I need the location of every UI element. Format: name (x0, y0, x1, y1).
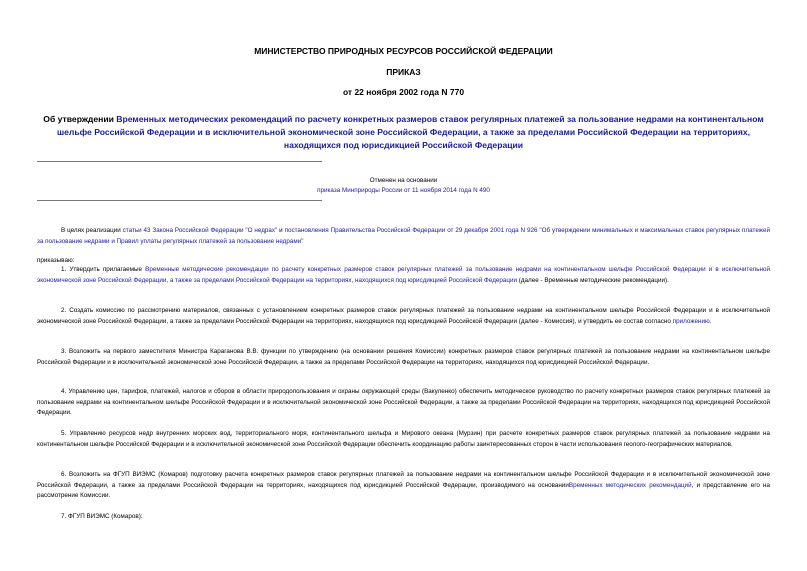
item-2-tail: . (709, 317, 712, 325)
item-6-text: 6. Возложить на ФГУП ВИЭМС (Комаров) подготовку расчета конкретных размеров ставок регулярных платежей за пользование недрами на континентальном шельфе Российской Федерации и в исключительной экономической зоне Российской Федерации, а также за пределами Российской Федерации на территориях, находящихся под юрисдикцией Российской Федерации, производимого на основании (37, 471, 770, 489)
repeal-order-link[interactable]: приказа Минприроды России от 11 ноября 2014 года N 490 (317, 187, 490, 194)
ministry-heading: МИНИСТЕРСТВО ПРИРОДНЫХ РЕСУРСОВ РОССИЙСКОЙ ФЕДЕРАЦИИ (254, 46, 553, 56)
item-5: 5. Управлению ресурсов недр внутренних морских вод, территориального моря, континентального шельфа и Мирового океана (Мурзин) при расчете конкретных размеров ставок регулярных платежей за пользование недрами на континентальном шельфе Российской Федерации и в исключительной экономической зоне Российской Федерации обеспечить координацию работы заинтересованных сторон в части использования геолого-географических материалов. (37, 430, 770, 448)
top-divider (37, 161, 322, 162)
title-link[interactable]: Временных методических рекомендаций по расчету конкретных размеров ставок регулярных платежей за пользование недрами на континентальном шельфе Российской Федерации и в исключительной экономической зоне Российской Федерации, а также за пределами Российской Федерации на территориях, находящихся под юрисдикцией Российской Федерации (56, 114, 764, 150)
item-2-text: 2. Создать комиссию по рассмотрению материалов, связанных с установлением конкретных размеров ставок регулярных платежей за пользование недрами на континентальном шельфе Российской Федерации и в исключительной экономической зоне Российской Федерации, а также за пределами Российской Федерации на территориях, находящихся под юрисдикцией Российской Федерации (далее - Комиссия), и утвердить ее состав согласно (37, 307, 770, 325)
title-prefix: Об утверждении (43, 114, 117, 124)
item-1 (37, 265, 770, 286)
document-title (36, 113, 771, 152)
item-1-text: 1. Утвердить прилагаемые (61, 266, 146, 273)
bottom-divider (37, 200, 322, 201)
item-2 (37, 306, 770, 327)
repeal-notice-text: Отменен на основании (369, 177, 438, 184)
repeal-notice-link-line (37, 187, 770, 194)
preamble-text-2: и (277, 227, 285, 234)
item-6-tail: , и представление его на рассмотрение Комиссии. (37, 481, 770, 499)
preamble-text-1: В целях реализации (61, 227, 123, 234)
item-4: 4. Управлению цен, тарифов, платежей, налогов и сборов в области природопользования и охраны окружающей среды (Вакуленко) обеспечить методическое руководство по расчету конкретных размеров ставок регулярных платежей за пользование недрами на континентальном шельфе Российской Федерации и в исключительной экономической зоне Российской Федерации, а также за пределами Российской Федерации на территориях, находящихся под юрисдикцией Российской Федерации. (37, 388, 770, 416)
document-date-number: от 22 ноября 2002 года N 770 (342, 87, 465, 97)
document-type: ПРИКАЗ (386, 67, 421, 77)
item-3: 3. Возложить на первого заместителя Министра Караганова В.В. функции по утверждению (на основании решения Комиссии) конкретных размеров ставок регулярных платежей за пользование недрами на континентальном шельфе Российской Федерации и в исключительной экономической зоне Российской Федерации, а также за пределами Российской Федерации на территориях, находящихся под юрисдикцией Российской Федерации. (37, 348, 770, 366)
item-6 (37, 470, 770, 502)
item-7: 7. ФГУП ВИЭМС (Комаров): (61, 513, 143, 520)
item-1-tail: (далее - Временные методические рекомендации). (517, 276, 669, 284)
appendix-link[interactable]: приложению (672, 317, 710, 325)
order-word: приказываю: (37, 257, 75, 264)
law-article-link[interactable]: статьи 43 Закона Российской Федерации "О недрах" (122, 227, 278, 234)
item-6-link[interactable]: Временных методических рекомендаций (568, 481, 692, 489)
item-1-link[interactable]: Временные методические рекомендации по расчету конкретных размеров ставок регулярных платежей за пользование недрами на континентальном шельфе Российской Федерации и в исключительной экономической зоне Российской Федерации, а также за пределами Российской Федерации на территориях, находящихся под юрисдикцией Российской Федерации (37, 266, 770, 284)
preamble-paragraph (37, 226, 770, 247)
government-decree-link[interactable]: постановления Правительства Российской Федерации от 29 декабря 2001 года N 926 "Об утверждении минимальных и максимальных ставок регулярных платежей за пользование недрами и Правил уплаты регулярных платежей за пользование недрами" (37, 227, 770, 245)
